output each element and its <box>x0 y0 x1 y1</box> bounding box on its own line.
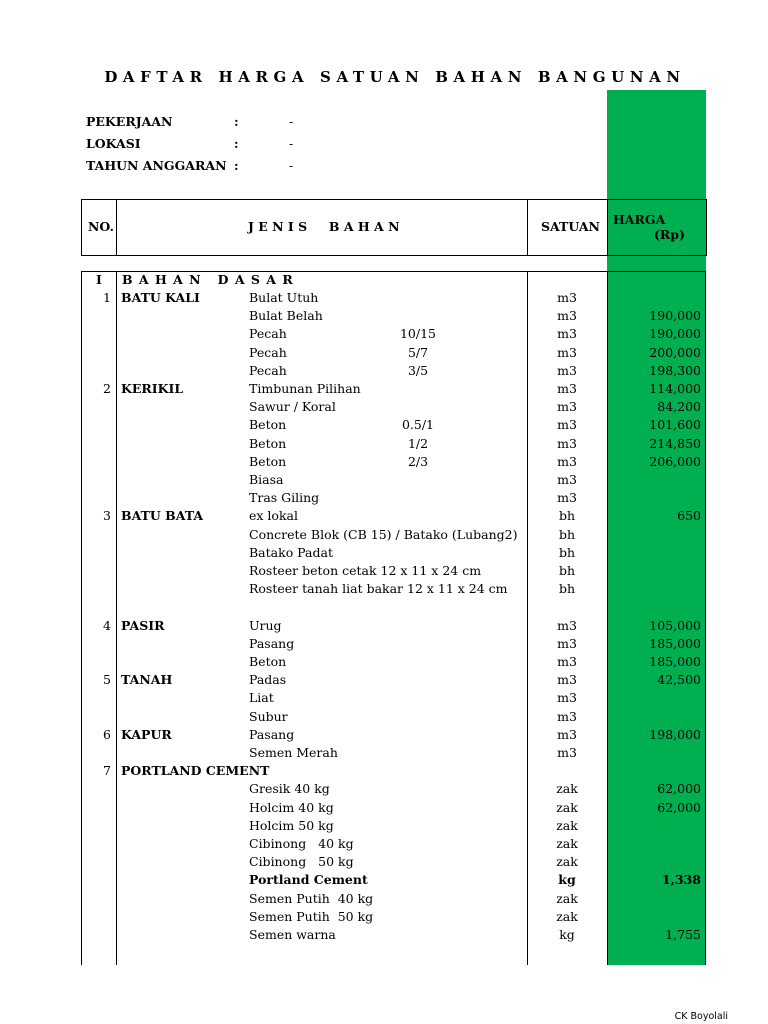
row-unit: m3 <box>557 745 577 760</box>
row-material: Semen Putih 50 kg <box>249 908 374 924</box>
page-title: DAFTAR HARGA SATUAN BAHAN BANGUNAN <box>104 68 686 86</box>
row-price: 185,000 <box>649 654 701 669</box>
row-material: Beton <box>249 654 287 669</box>
row-unit: kg <box>558 872 576 888</box>
meta-colon: : <box>234 158 239 173</box>
row-material: Bulat Belah <box>249 308 323 324</box>
row-size-spec: 10/15 <box>399 326 437 342</box>
row-unit: m3 <box>557 290 577 305</box>
row-material: Rosteer beton cetak 12 x 11 x 24 cm <box>249 563 482 578</box>
row-material: Pecah <box>249 326 287 342</box>
row-material: Rosteer tanah liat bakar 12 x 11 x 24 cm <box>249 581 508 597</box>
row-material: ex lokal <box>249 508 298 524</box>
row-price: 1,755 <box>665 927 701 942</box>
row-unit: m3 <box>557 708 577 724</box>
row-price: 198,000 <box>649 726 701 742</box>
row-material: Pecah <box>249 362 287 378</box>
row-material: Beton <box>249 453 287 469</box>
row-material: Bulat Utuh <box>249 290 319 305</box>
header-divider-jenis <box>527 199 528 256</box>
row-unit: m3 <box>557 381 577 396</box>
row-material: Holcim 40 kg <box>249 799 334 815</box>
row-price: 190,000 <box>649 326 701 342</box>
table-divider-no <box>116 271 117 965</box>
row-unit: m3 <box>557 362 577 378</box>
header-jenis-bahan: J E N I S B A H A N <box>248 219 400 234</box>
meta-value: - <box>289 158 294 173</box>
meta-value: - <box>289 136 294 151</box>
row-price: 198,300 <box>649 362 701 378</box>
footer-label: CK Boyolali <box>674 1011 728 1022</box>
meta-value: - <box>289 114 294 129</box>
row-category: KAPUR <box>121 726 172 742</box>
row-size-spec: 0.5/1 <box>401 417 435 433</box>
row-material: Semen warna <box>249 927 336 942</box>
row-category: BATU KALI <box>121 290 200 305</box>
row-number: 5 <box>103 672 111 688</box>
row-category: PASIR <box>121 617 165 633</box>
row-unit: m3 <box>557 617 577 633</box>
row-unit: zak <box>556 781 578 797</box>
row-material: Portland Cement <box>249 872 368 888</box>
row-size-spec: 2/3 <box>407 453 429 469</box>
row-size-spec: 5/7 <box>407 344 429 360</box>
row-price: 190,000 <box>649 308 701 324</box>
header-harga: HARGA <box>613 212 666 227</box>
row-unit: m3 <box>557 490 577 506</box>
row-material: Semen Merah <box>249 745 338 760</box>
row-unit: m3 <box>557 654 577 669</box>
table-divider-satuan <box>607 271 608 965</box>
header-rp: (Rp) <box>654 227 685 242</box>
row-material: Tras Giling <box>249 490 320 506</box>
row-material: Concrete Blok (CB 15) / Batako (Lubang2) <box>249 526 518 542</box>
row-price: 214,850 <box>649 435 701 451</box>
row-price: 650 <box>677 508 701 524</box>
row-material: Gresik 40 kg <box>249 781 330 797</box>
row-unit: bh <box>558 508 576 524</box>
row-material: Padas <box>249 672 287 688</box>
row-number: 3 <box>103 508 111 524</box>
row-material: Beton <box>249 417 287 433</box>
row-unit: zak <box>556 799 578 815</box>
header-divider-no <box>116 199 117 256</box>
row-size-spec: 3/5 <box>407 362 429 378</box>
row-price: 114,000 <box>649 381 701 396</box>
row-price: 200,000 <box>649 344 701 360</box>
row-material: Holcim 50 kg <box>249 817 334 833</box>
row-material: Sawur / Koral <box>249 399 336 415</box>
row-unit: zak <box>556 817 578 833</box>
section-number: I <box>96 272 102 287</box>
row-unit: bh <box>558 526 576 542</box>
row-price: 101,600 <box>649 417 701 433</box>
row-unit: m3 <box>557 326 577 342</box>
header-no: NO. <box>88 219 114 234</box>
meta-colon: : <box>234 136 239 151</box>
row-price: 1,338 <box>661 872 701 888</box>
row-material: Biasa <box>249 472 284 487</box>
row-price: 62,000 <box>657 781 701 797</box>
row-unit: m3 <box>557 672 577 688</box>
row-unit: zak <box>556 836 578 851</box>
row-unit: m3 <box>557 344 577 360</box>
row-unit: m3 <box>557 726 577 742</box>
row-material: Pasang <box>249 635 295 651</box>
row-price: 105,000 <box>649 617 701 633</box>
row-material: Cibinong 50 kg <box>249 854 354 870</box>
row-material: Cibinong 40 kg <box>249 836 354 851</box>
row-price: 62,000 <box>657 799 701 815</box>
row-material: Beton <box>249 435 287 451</box>
section-label: B A H A N D A S A R <box>122 272 294 287</box>
row-material: Batako Padat <box>249 544 333 560</box>
row-material: Pecah <box>249 344 287 360</box>
row-unit: m3 <box>557 308 577 324</box>
meta-label: TAHUN ANGGARAN <box>86 158 227 173</box>
meta-label: LOKASI <box>86 136 141 151</box>
row-price: 185,000 <box>649 635 701 651</box>
row-unit: m3 <box>557 690 577 706</box>
row-unit: m3 <box>557 472 577 487</box>
row-number: 6 <box>103 726 111 742</box>
row-category: BATU BATA <box>121 508 204 524</box>
row-material: Urug <box>249 617 282 633</box>
row-category: KERIKIL <box>121 381 184 396</box>
row-unit: bh <box>558 581 576 597</box>
row-size-spec: 1/2 <box>407 435 429 451</box>
row-number: 2 <box>103 381 111 396</box>
row-price: 206,000 <box>649 453 701 469</box>
row-material: Pasang <box>249 726 295 742</box>
row-material: Timbunan Pilihan <box>249 381 361 396</box>
row-category: TANAH <box>121 672 173 688</box>
row-category: PORTLAND CEMENT <box>121 763 270 779</box>
header-satuan: SATUAN <box>541 219 600 234</box>
row-price: 42,500 <box>657 672 701 688</box>
row-price: 84,200 <box>657 399 701 415</box>
meta-colon: : <box>234 114 239 129</box>
row-unit: m3 <box>557 453 577 469</box>
row-number: 1 <box>103 290 111 305</box>
row-material: Liat <box>249 690 274 706</box>
row-number: 4 <box>103 617 111 633</box>
row-unit: m3 <box>557 399 577 415</box>
row-unit: kg <box>559 927 575 942</box>
row-material: Subur <box>249 708 288 724</box>
row-unit: m3 <box>557 435 577 451</box>
row-unit: m3 <box>557 417 577 433</box>
row-unit: bh <box>558 563 576 578</box>
row-unit: zak <box>556 854 578 870</box>
row-number: 7 <box>103 763 111 779</box>
row-unit: bh <box>558 544 576 560</box>
header-divider-satuan <box>607 199 608 256</box>
table-border-right <box>705 271 706 965</box>
row-unit: zak <box>556 908 578 924</box>
row-unit: m3 <box>557 635 577 651</box>
row-material: Semen Putih 40 kg <box>249 890 374 906</box>
meta-label: PEKERJAAN <box>86 114 173 129</box>
row-unit: zak <box>556 890 578 906</box>
